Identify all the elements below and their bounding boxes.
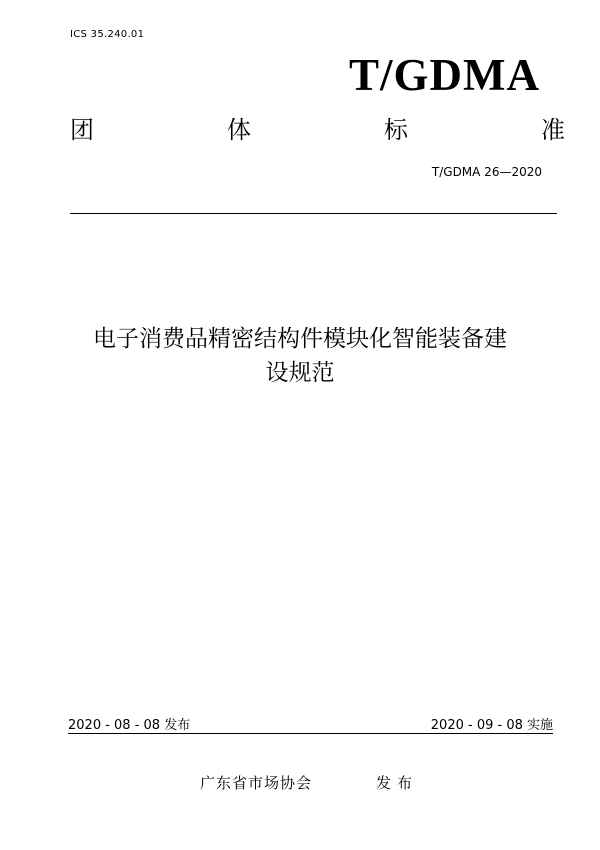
- header-divider: [70, 213, 557, 214]
- footer-divider: [68, 733, 553, 734]
- ics-code: ICS 35.240.01: [70, 29, 145, 40]
- standard-type: [70, 115, 565, 145]
- standard-type-char-3: 标: [384, 116, 408, 144]
- standard-type-char-1: 团: [70, 116, 94, 144]
- issue-date: 2020 - 08 - 08 发布: [68, 718, 191, 733]
- standard-type-char-4: 准: [541, 116, 565, 144]
- standard-type-char-2: 体: [227, 116, 251, 144]
- document-title: [50, 322, 550, 390]
- standard-logo: T/GDMA: [349, 50, 540, 100]
- publish-label: 发布: [376, 774, 419, 792]
- publisher-name: 广东省市场协会: [200, 774, 313, 792]
- standard-number: T/GDMA 26—2020: [431, 165, 542, 179]
- title-line-1: 电子消费品精密结构件模块化智能装备建: [93, 326, 507, 352]
- title-line-2: 设规范: [265, 360, 335, 386]
- implement-date: 2020 - 09 - 08 实施: [430, 718, 553, 733]
